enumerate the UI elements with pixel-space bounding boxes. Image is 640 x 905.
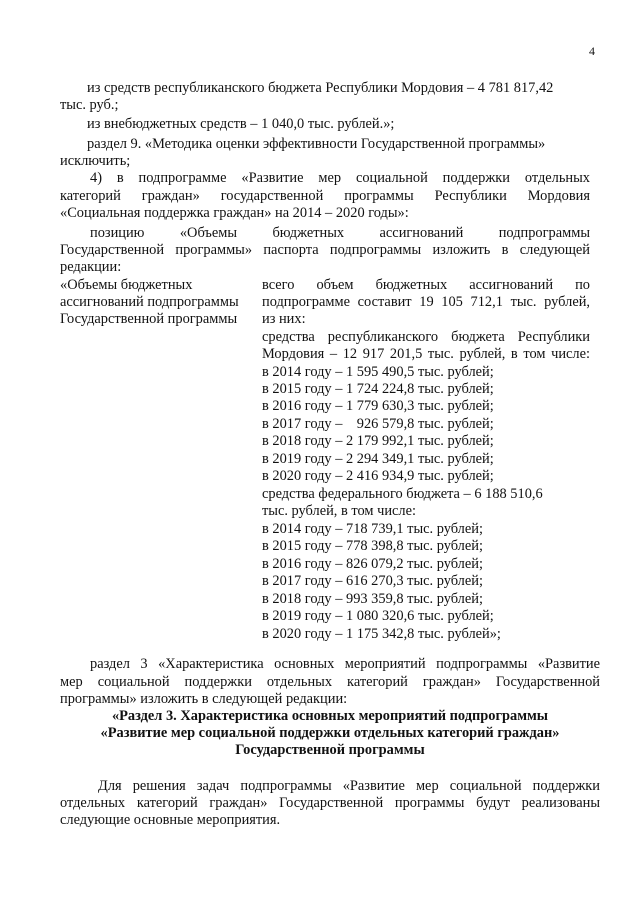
intro-line: Государственной программы» паспорта подпрограммы изложить в следующей: [60, 242, 590, 258]
table-right-line: в 2020 году – 1 175 342,8 тыс. рублей»;: [262, 626, 501, 642]
section3-line: мер социальной поддержки отдельных категорий граждан» Государственной: [60, 674, 600, 690]
heading-line: Государственной программы: [235, 742, 425, 758]
intro-line: тыс. руб.;: [60, 97, 119, 113]
intro-line: 4) в подпрограмме «Развитие мер социальной поддержки отдельных: [90, 170, 590, 186]
table-left-line: «Объемы бюджетных: [60, 277, 193, 293]
table-right-line: подпрограмме составит 19 105 712,1 тыс. рублей,: [262, 294, 590, 310]
table-left-line: Государственной программы: [60, 311, 238, 327]
table-right-line: тыс. рублей, в том числе:: [262, 503, 416, 519]
body-line: отдельных категорий граждан» Государственной программы будут реализованы: [60, 795, 600, 811]
body-line: Для решения задач подпрограммы «Развитие мер социальной поддержки: [98, 778, 600, 794]
table-right-line: в 2017 году – 616 270,3 тыс. рублей;: [262, 573, 483, 589]
table-right-line: из них:: [262, 311, 306, 327]
table-right-line: в 2020 году – 2 416 934,9 тыс. рублей;: [262, 468, 494, 484]
table-right-line: в 2018 году – 993 359,8 тыс. рублей;: [262, 591, 483, 607]
section3-line: программы» изложить в следующей редакции:: [60, 691, 348, 707]
intro-line: «Социальная поддержка граждан» на 2014 – 2020 годы»:: [60, 205, 409, 221]
intro-line: категорий граждан» государственной программы Республики Мордовия: [60, 188, 590, 204]
table-right-line: в 2019 году – 1 080 320,6 тыс. рублей;: [262, 608, 494, 624]
section3-line: раздел 3 «Характеристика основных мероприятий подпрограммы «Развитие: [90, 656, 600, 672]
table-right-line: в 2016 году – 1 779 630,3 тыс. рублей;: [262, 398, 494, 414]
page-number: 4: [589, 44, 595, 58]
intro-line: из внебюджетных средств – 1 040,0 тыс. рублей.»;: [87, 116, 395, 132]
table-left-line: ассигнований подпрограммы: [60, 294, 239, 310]
table-right-line: в 2018 году – 2 179 992,1 тыс. рублей;: [262, 433, 494, 449]
intro-line: позицию «Объемы бюджетных ассигнований подпрограммы: [90, 225, 590, 241]
heading-line: «Развитие мер социальной поддержки отдельных категорий граждан»: [100, 725, 560, 741]
intro-line: редакции:: [60, 259, 122, 275]
table-right-line: в 2015 году – 778 398,8 тыс. рублей;: [262, 538, 483, 554]
table-right-line: Мордовия – 12 917 201,5 тыс. рублей, в том числе:: [262, 346, 590, 362]
heading-line: «Раздел 3. Характеристика основных мероприятий подпрограммы: [111, 708, 549, 724]
table-right-line: средства республиканского бюджета Республики: [262, 329, 590, 345]
table-right-line: всего объем бюджетных ассигнований по: [262, 277, 590, 293]
intro-line: из средств республиканского бюджета Республики Мордовия – 4 781 817,42: [87, 80, 554, 96]
table-right-line: в 2014 году – 1 595 490,5 тыс. рублей;: [262, 364, 494, 380]
table-right-line: в 2019 году – 2 294 349,1 тыс. рублей;: [262, 451, 494, 467]
table-right-line: средства федерального бюджета – 6 188 510,6: [262, 486, 543, 502]
table-right-line: в 2015 году – 1 724 224,8 тыс. рублей;: [262, 381, 494, 397]
table-right-line: в 2017 году – 926 579,8 тыс. рублей;: [262, 416, 494, 432]
table-right-line: в 2014 году – 718 739,1 тыс. рублей;: [262, 521, 483, 537]
intro-line: раздел 9. «Методика оценки эффективности Государственной программы»: [87, 136, 546, 152]
body-line: следующие основные мероприятия.: [60, 812, 281, 828]
table-right-line: в 2016 году – 826 079,2 тыс. рублей;: [262, 556, 483, 572]
intro-line: исключить;: [60, 153, 131, 169]
